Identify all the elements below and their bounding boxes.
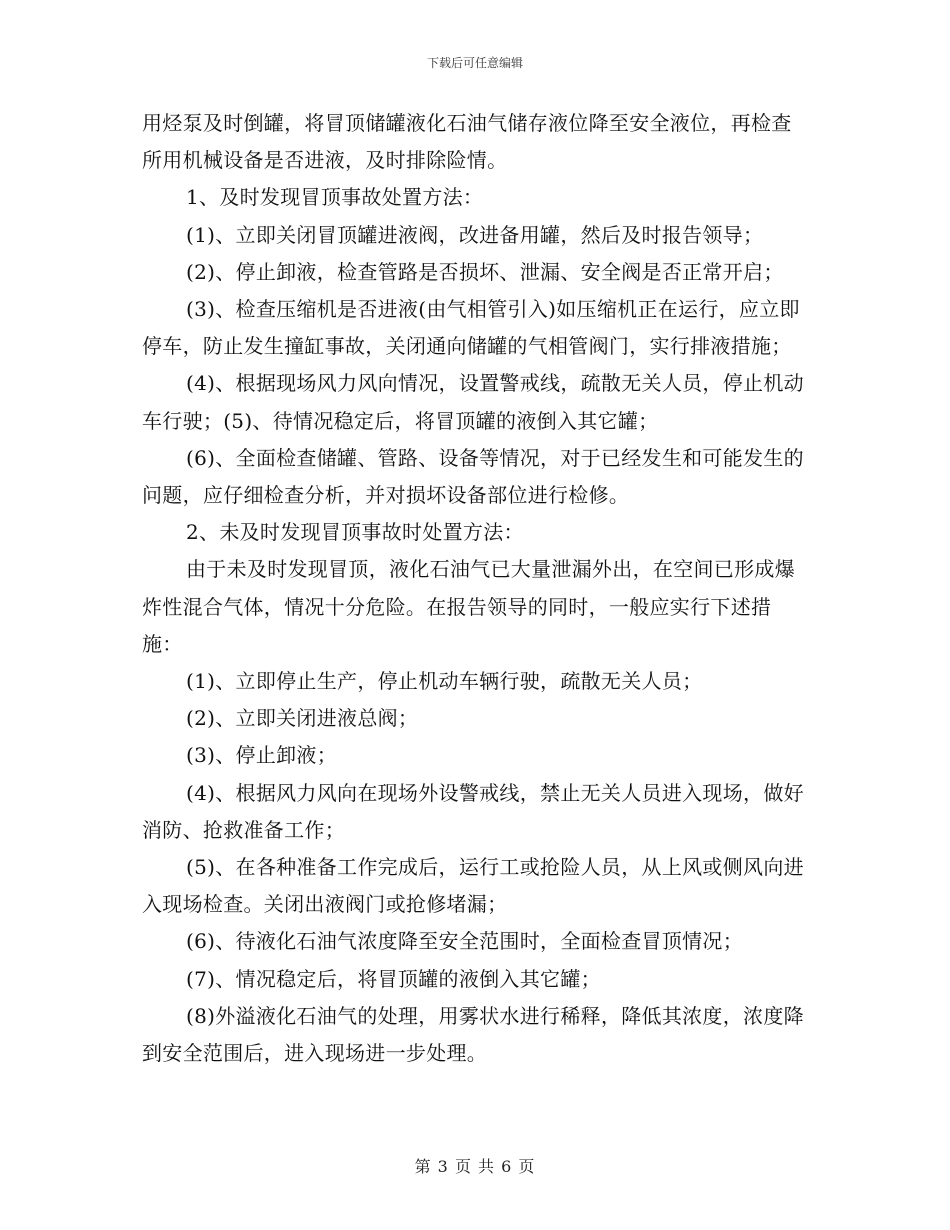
page-number: 第 3 页 共 6 页 <box>414 1157 536 1176</box>
document-body <box>142 105 810 1072</box>
list-item: (8)外溢液化石油气的处理，用雾状水进行稀释，降低其浓度，浓度降到安全范围后，进入现场进一步处理。 <box>142 1003 804 1066</box>
paragraph-1: 用烃泵及时倒罐，将冒顶储罐液化石油气储存液位降至安全液位，再检查所用机械设备是否进液，及时排除险情。 <box>142 111 792 173</box>
page-header: 下载后可任意编辑 <box>426 56 523 70</box>
list-item: (4)、根据风力风向在现场外设警戒线，禁止无关人员进入现场，做好消防、抢救准备工作； <box>142 780 804 842</box>
list-item: (6)、待液化石油气浓度降至安全范围时，全面检查冒顶情况； <box>186 929 744 954</box>
list-item: (2)、立即关闭进液总阀； <box>186 706 419 731</box>
list-item: (5)、在各种准备工作完成后，运行工或抢险人员，从上风或侧风向进入现场检查。关闭出液阀门或抢修堵漏； <box>142 855 804 917</box>
list-item: (2)、停止卸液，检查管路是否损坏、泄漏、安全阀是否正常开启； <box>186 259 784 284</box>
list-item: (6)、全面检查储罐、管路、设备等情况，对于已经发生和可能发生的问题，应仔细检查分析，并对损坏设备部位进行检修。 <box>142 445 804 508</box>
section-heading-2: 2、未及时发现冒顶事故时处置方法： <box>186 520 524 545</box>
list-item: (1)、立即停止生产，停止机动车辆行驶，疏散无关人员； <box>186 669 703 694</box>
list-item: (7)、情况稳定后，将冒顶罐的液倒入其它罐； <box>186 966 601 991</box>
list-item: (3)、检查压缩机是否进液(由气相管引入)如压缩机正在运行，应立即停车，防止发生撞缸事故，关闭通向储罐的气相管阀门，实行排液措施； <box>142 297 800 359</box>
section-heading-1: 1、及时发现冒顶事故处置方法： <box>186 185 484 210</box>
list-item: (1)、立即关闭冒顶罐进液阀，改进备用罐，然后及时报告领导； <box>186 222 764 247</box>
list-item: (4)、根据现场风力风向情况，设置警戒线，疏散无关人员，停止机动车行驶；(5)、待情况稳定后，将冒顶罐的液倒入其它罐； <box>142 371 804 433</box>
list-item: (3)、停止卸液； <box>186 743 338 768</box>
paragraph-intro: 由于未及时发现冒顶，液化石油气已大量泄漏外出，在空间已形成爆炸性混合气体，情况十分危险。在报告领导的同时，一般应实行下述措施： <box>142 557 795 656</box>
